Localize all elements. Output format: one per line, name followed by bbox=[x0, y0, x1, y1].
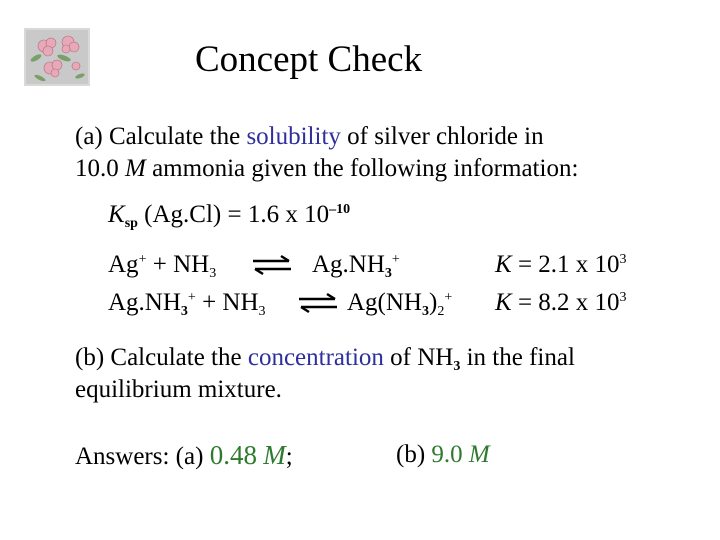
ksp-symbol: K bbox=[108, 201, 125, 228]
answers-label: Answers: (a) bbox=[75, 443, 210, 470]
part-b-line1 bbox=[75, 342, 575, 374]
eq1-k bbox=[495, 249, 627, 281]
equilibrium-arrow-icon bbox=[296, 292, 340, 314]
eq1-plus-nh: + NH bbox=[146, 251, 210, 278]
eq2-agnh2-sub: 3 bbox=[422, 304, 429, 319]
part-a-line2-rest: ammonia given the following information: bbox=[145, 155, 579, 182]
molarity-unit: M bbox=[125, 155, 146, 182]
eq2-k-exp: 3 bbox=[619, 290, 627, 305]
concentration-value: 10.0 bbox=[75, 155, 125, 182]
eq2-complex-charge: + bbox=[444, 290, 453, 305]
eq2-agnh-charge: + bbox=[187, 290, 196, 305]
part-b-mid: of NH bbox=[383, 344, 454, 371]
part-b-sub: 3 bbox=[453, 359, 461, 374]
eq1-ag-charge: + bbox=[138, 252, 147, 267]
ksp-exponent: –10 bbox=[329, 202, 351, 217]
eq2-agnh2: Ag(NH bbox=[347, 289, 422, 316]
eq2-complex-sub: 2 bbox=[437, 304, 445, 319]
part-a-suffix: of silver chloride in bbox=[340, 123, 544, 150]
eq1-k-value: = 2.1 x 10 bbox=[511, 251, 620, 278]
eq2-k bbox=[495, 287, 627, 319]
ksp-expression bbox=[108, 199, 350, 231]
flower-logo-image bbox=[24, 28, 90, 86]
part-b-line2: equilibrium mixture. bbox=[75, 376, 282, 403]
keyword-concentration: concentration bbox=[247, 344, 384, 371]
eq2-k-value: = 8.2 x 10 bbox=[511, 289, 620, 316]
eq2-plus-nh: + NH bbox=[195, 289, 259, 316]
answer-b-label: (b) bbox=[396, 441, 432, 468]
part-b-prefix: (b) Calculate the bbox=[75, 344, 248, 371]
ksp-expr: (Ag.Cl) = 1.6 x 10 bbox=[137, 201, 330, 228]
equilibrium-arrow-icon bbox=[250, 254, 294, 276]
eq2-agnh: Ag.NH bbox=[108, 289, 181, 316]
eq2-close-paren: ) bbox=[429, 289, 438, 316]
eq2-left bbox=[108, 287, 266, 319]
answer-b-value: 9.0 bbox=[431, 441, 469, 468]
eq1-k-exp: 3 bbox=[619, 252, 627, 267]
eq1-left bbox=[108, 249, 216, 281]
eq2-nh-sub: 3 bbox=[258, 304, 266, 319]
answers-a bbox=[75, 439, 293, 473]
eq1-agnh-sub: 3 bbox=[384, 266, 392, 281]
part-a-line1 bbox=[75, 121, 544, 153]
eq1-right bbox=[312, 249, 400, 281]
eq1-ag: Ag bbox=[108, 251, 139, 278]
keyword-solubility: solubility bbox=[246, 123, 341, 150]
part-b-suffix: in the final bbox=[460, 344, 575, 371]
eq2-agnh-sub: 3 bbox=[180, 304, 188, 319]
part-a-line2 bbox=[75, 153, 578, 185]
eq1-nh-sub: 3 bbox=[209, 266, 217, 281]
eq2-k-symbol: K bbox=[495, 289, 512, 316]
answers-b bbox=[396, 439, 490, 471]
ksp-subscript: sp bbox=[124, 216, 138, 231]
eq1-agnh-charge: + bbox=[391, 252, 400, 267]
page-title: Concept Check bbox=[195, 39, 423, 80]
answer-separator: ; bbox=[285, 443, 293, 470]
eq2-right bbox=[347, 287, 452, 319]
part-a-prefix: (a) Calculate the bbox=[75, 123, 247, 150]
answer-a-unit: M bbox=[263, 440, 286, 470]
eq1-k-symbol: K bbox=[495, 251, 512, 278]
answer-a-value: 0.48 bbox=[209, 440, 257, 470]
eq1-agnh: Ag.NH bbox=[312, 251, 385, 278]
answer-b-unit: M bbox=[468, 441, 490, 468]
